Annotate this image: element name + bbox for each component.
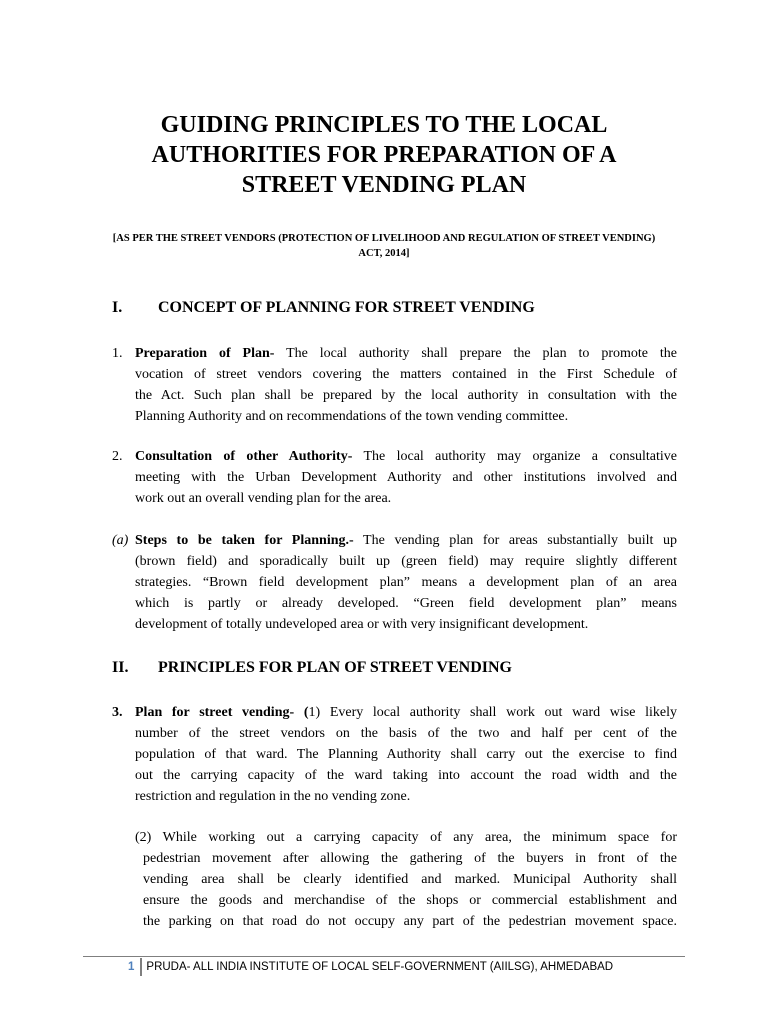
paragraph-line: which is partly or already developed. “Green field development plan” means [135,596,677,611]
act-reference-line-2: ACT, 2014] [358,248,410,259]
paragraph-line [135,702,677,723]
paragraph-line: strategies. “Brown field development plan” means a development plan of an area [135,575,677,590]
paragraph-line: restriction and regulation in the no vending zone. [135,789,411,804]
footer-text: PRUDA- ALL INDIA INSTITUTE OF LOCAL SELF-GOVERNMENT (AIILSG), AHMEDABAD [146,961,614,973]
paragraph-line: number of the street vendors on the basis of the two and half per cent of the [135,726,677,741]
section-heading-principles [112,658,692,678]
act-reference [70,231,698,261]
paragraph-line: vending area shall be clearly identified and marked. Municipal Authority shall [143,872,677,887]
paragraph-preparation-of-plan [135,343,677,427]
paragraph-lead: Plan for street vending- ( [135,705,309,720]
paragraph-lead: Consultation of other Authority- [135,449,353,464]
paragraph-lead: Preparation of Plan- [135,346,275,361]
paragraph-subnumber: (2) [135,830,152,845]
paragraph-line: (brown field) and sporadically built up (green field) may require slightly different [135,554,677,569]
title-line-1: GUIDING PRINCIPLES TO THE LOCAL [160,112,608,138]
paragraph-line [135,446,677,467]
item-number-3: 3. [112,705,123,720]
item-marker-a: (a) [112,533,129,548]
page-number: 1 [128,961,135,973]
title-line-3: STREET VENDING PLAN [241,172,527,198]
paragraph-line: vocation of street vendors covering the matters contained in the First Schedule of [135,367,677,382]
document-title [100,110,668,200]
paragraph-text: The local authority may organize a consultative [352,449,678,464]
page-footer [128,958,613,976]
paragraph-line: out the carrying capacity of the ward taking into account the road width and the [135,768,677,783]
paragraph-line: population of that ward. The Planning Authority shall carry out the exercise to find [135,747,677,762]
paragraph-text: The local authority shall prepare the plan to promote the [274,346,678,361]
paragraph-line: meeting with the Urban Development Authority and other institutions involved and [135,470,677,485]
paragraph-line: development of totally undeveloped area or with very insignificant development. [135,617,589,632]
section-number: I. [112,299,123,316]
item-number-1: 1. [112,346,123,361]
paragraph-line: the Act. Such plan shall be prepared by the local authority in consultation with the [135,388,677,403]
paragraph-line [135,530,677,551]
paragraph-steps-for-planning [135,530,677,635]
paragraph-text: ) Every local authority shall work out ward wise likely [315,705,677,720]
section-title: PRINCIPLES FOR PLAN OF STREET VENDING [158,659,512,676]
section-title: CONCEPT OF PLANNING FOR STREET VENDING [158,299,535,316]
paragraph-carrying-capacity [135,827,677,932]
item-number-2: 2. [112,449,123,464]
paragraph-text: While working out a carrying capacity of any area, the minimum space for [151,830,677,845]
footer-divider [140,958,142,976]
paragraph-subnumber: 1 [308,705,316,720]
paragraph-line [135,343,677,364]
paragraph-plan-for-street-vending [135,702,677,807]
paragraph-line [135,827,677,848]
paragraph-line: pedestrian movement after allowing the gathering of the buyers in front of the [143,851,677,866]
paragraph-line: the parking on that road do not occupy any part of the pedestrian movement space. [143,914,677,929]
paragraph-consultation [135,446,677,509]
paragraph-line: work out an overall vending plan for the area. [135,491,392,506]
act-reference-line-1: [AS PER THE STREET VENDORS (PROTECTION OF LIVELIHOOD AND REGULATION OF STREET VENDING) [112,233,656,244]
section-heading-concept [112,298,692,318]
paragraph-text: The vending plan for areas substantially built up [353,533,677,548]
title-line-2: AUTHORITIES FOR PREPARATION OF A [151,142,617,168]
paragraph-line: Planning Authority and on recommendations of the town vending committee. [135,409,569,424]
section-number: II. [112,659,129,676]
footer-rule [83,956,685,957]
paragraph-line: ensure the goods and merchandise of the shops or commercial establishment and [143,893,677,908]
paragraph-lead: Steps to be taken for Planning.- [135,533,354,548]
